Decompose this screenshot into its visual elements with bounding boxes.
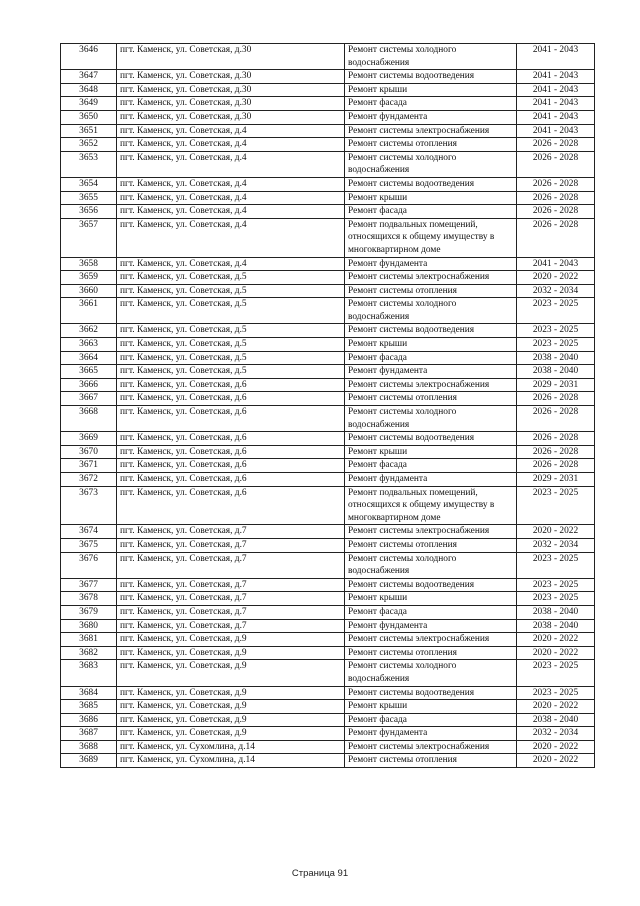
address-cell: пгт. Каменск, ул. Советская, д.4 [117, 151, 345, 177]
row-number: 3651 [61, 124, 117, 138]
table-row [61, 70, 595, 84]
table-row [61, 459, 595, 473]
address-cell: пгт. Каменск, ул. Сухомлина, д.14 [117, 740, 345, 754]
row-number: 3655 [61, 191, 117, 205]
period-cell: 2023 - 2025 [517, 660, 595, 686]
table-row [61, 257, 595, 271]
page-number: Страница 91 [291, 868, 349, 879]
table-row [61, 218, 595, 257]
period-cell: 2026 - 2028 [517, 191, 595, 205]
row-number: 3659 [61, 271, 117, 285]
table-row [61, 660, 595, 686]
table-row [61, 97, 595, 111]
table-row [61, 740, 595, 754]
table-row [61, 138, 595, 152]
row-number: 3646 [61, 44, 117, 70]
row-number: 3676 [61, 552, 117, 578]
period-cell: 2041 - 2043 [517, 70, 595, 84]
address-cell: пгт. Каменск, ул. Советская, д.30 [117, 110, 345, 124]
period-cell: 2041 - 2043 [517, 257, 595, 271]
table-row [61, 44, 595, 70]
work-type-cell: Ремонт системы электроснабжения [345, 633, 517, 647]
address-cell: пгт. Каменск, ул. Советская, д.5 [117, 324, 345, 338]
address-cell: пгт. Каменск, ул. Советская, д.7 [117, 525, 345, 539]
address-cell: пгт. Каменск, ул. Советская, д.30 [117, 44, 345, 70]
row-number: 3668 [61, 406, 117, 432]
address-cell: пгт. Каменск, ул. Советская, д.4 [117, 124, 345, 138]
row-number: 3656 [61, 205, 117, 219]
address-cell: пгт. Каменск, ул. Советская, д.5 [117, 338, 345, 352]
table-row [61, 605, 595, 619]
table-row [61, 432, 595, 446]
period-cell: 2032 - 2034 [517, 727, 595, 741]
address-cell: пгт. Каменск, ул. Советская, д.6 [117, 486, 345, 525]
table-row [61, 552, 595, 578]
work-type-cell: Ремонт фасада [345, 97, 517, 111]
period-cell: 2026 - 2028 [517, 459, 595, 473]
address-cell: пгт. Каменск, ул. Советская, д.9 [117, 660, 345, 686]
address-cell: пгт. Каменск, ул. Советская, д.9 [117, 633, 345, 647]
period-cell: 2023 - 2025 [517, 298, 595, 324]
work-type-cell: Ремонт системы холодного водоснабжения [345, 151, 517, 177]
row-number: 3673 [61, 486, 117, 525]
table-row [61, 578, 595, 592]
work-type-cell: Ремонт системы отопления [345, 646, 517, 660]
period-cell: 2026 - 2028 [517, 177, 595, 191]
period-cell: 2026 - 2028 [517, 205, 595, 219]
address-cell: пгт. Каменск, ул. Советская, д.6 [117, 459, 345, 473]
table-row [61, 151, 595, 177]
work-type-cell: Ремонт фасада [345, 351, 517, 365]
row-number: 3653 [61, 151, 117, 177]
address-cell: пгт. Каменск, ул. Советская, д.4 [117, 257, 345, 271]
work-type-cell: Ремонт крыши [345, 445, 517, 459]
period-cell: 2023 - 2025 [517, 552, 595, 578]
row-number: 3652 [61, 138, 117, 152]
address-cell: пгт. Каменск, ул. Советская, д.5 [117, 365, 345, 379]
period-cell: 2029 - 2031 [517, 378, 595, 392]
table-row [61, 445, 595, 459]
period-cell: 2029 - 2031 [517, 473, 595, 487]
row-number: 3664 [61, 351, 117, 365]
row-number: 3654 [61, 177, 117, 191]
period-cell: 2026 - 2028 [517, 406, 595, 432]
period-cell: 2038 - 2040 [517, 713, 595, 727]
address-cell: пгт. Каменск, ул. Советская, д.6 [117, 473, 345, 487]
address-cell: пгт. Каменск, ул. Сухомлина, д.14 [117, 754, 345, 768]
work-type-cell: Ремонт крыши [345, 700, 517, 714]
work-type-cell: Ремонт фасада [345, 605, 517, 619]
address-cell: пгт. Каменск, ул. Советская, д.6 [117, 378, 345, 392]
period-cell: 2041 - 2043 [517, 110, 595, 124]
work-type-cell: Ремонт системы отопления [345, 284, 517, 298]
row-number: 3669 [61, 432, 117, 446]
work-type-cell: Ремонт системы электроснабжения [345, 271, 517, 285]
period-cell: 2020 - 2022 [517, 700, 595, 714]
table-row [61, 124, 595, 138]
period-cell: 2041 - 2043 [517, 83, 595, 97]
row-number: 3684 [61, 686, 117, 700]
period-cell: 2032 - 2034 [517, 284, 595, 298]
table-row [61, 727, 595, 741]
address-cell: пгт. Каменск, ул. Советская, д.4 [117, 177, 345, 191]
work-type-cell: Ремонт крыши [345, 338, 517, 352]
address-cell: пгт. Каменск, ул. Советская, д.5 [117, 351, 345, 365]
row-number: 3688 [61, 740, 117, 754]
work-type-cell: Ремонт системы водоотведения [345, 324, 517, 338]
period-cell: 2020 - 2022 [517, 271, 595, 285]
address-cell: пгт. Каменск, ул. Советская, д.30 [117, 83, 345, 97]
address-cell: пгт. Каменск, ул. Советская, д.5 [117, 271, 345, 285]
period-cell: 2023 - 2025 [517, 338, 595, 352]
work-type-cell: Ремонт фундамента [345, 365, 517, 379]
work-type-cell: Ремонт фундамента [345, 473, 517, 487]
address-cell: пгт. Каменск, ул. Советская, д.30 [117, 97, 345, 111]
period-cell: 2032 - 2034 [517, 538, 595, 552]
row-number: 3680 [61, 619, 117, 633]
address-cell: пгт. Каменск, ул. Советская, д.7 [117, 592, 345, 606]
work-type-cell: Ремонт фундамента [345, 110, 517, 124]
address-cell: пгт. Каменск, ул. Советская, д.9 [117, 713, 345, 727]
work-type-cell: Ремонт фасада [345, 459, 517, 473]
period-cell: 2038 - 2040 [517, 605, 595, 619]
work-type-cell: Ремонт подвальных помещений, относящихся к общему имуществу в многоквартирном доме [345, 218, 517, 257]
period-cell: 2038 - 2040 [517, 365, 595, 379]
row-number: 3649 [61, 97, 117, 111]
work-type-cell: Ремонт системы холодного водоснабжения [345, 44, 517, 70]
row-number: 3681 [61, 633, 117, 647]
row-number: 3667 [61, 392, 117, 406]
table-row [61, 486, 595, 525]
address-cell: пгт. Каменск, ул. Советская, д.9 [117, 646, 345, 660]
row-number: 3657 [61, 218, 117, 257]
work-type-cell: Ремонт системы водоотведения [345, 177, 517, 191]
table-row [61, 351, 595, 365]
work-type-cell: Ремонт системы электроснабжения [345, 525, 517, 539]
row-number: 3647 [61, 70, 117, 84]
work-type-cell: Ремонт системы холодного водоснабжения [345, 406, 517, 432]
work-type-cell: Ремонт фундамента [345, 727, 517, 741]
period-cell: 2023 - 2025 [517, 578, 595, 592]
address-cell: пгт. Каменск, ул. Советская, д.7 [117, 552, 345, 578]
period-cell: 2020 - 2022 [517, 633, 595, 647]
period-cell: 2020 - 2022 [517, 740, 595, 754]
period-cell: 2023 - 2025 [517, 486, 595, 525]
table-row [61, 646, 595, 660]
period-cell: 2041 - 2043 [517, 44, 595, 70]
table-row [61, 298, 595, 324]
row-number: 3679 [61, 605, 117, 619]
table-row [61, 284, 595, 298]
address-cell: пгт. Каменск, ул. Советская, д.9 [117, 727, 345, 741]
table-row [61, 365, 595, 379]
address-cell: пгт. Каменск, ул. Советская, д.7 [117, 538, 345, 552]
work-type-cell: Ремонт фундамента [345, 257, 517, 271]
row-number: 3662 [61, 324, 117, 338]
table-row [61, 473, 595, 487]
address-cell: пгт. Каменск, ул. Советская, д.7 [117, 605, 345, 619]
row-number: 3672 [61, 473, 117, 487]
work-type-cell: Ремонт системы водоотведения [345, 578, 517, 592]
period-cell: 2020 - 2022 [517, 525, 595, 539]
row-number: 3658 [61, 257, 117, 271]
table-row [61, 110, 595, 124]
address-cell: пгт. Каменск, ул. Советская, д.9 [117, 700, 345, 714]
work-type-cell: Ремонт системы холодного водоснабжения [345, 660, 517, 686]
work-type-cell: Ремонт системы водоотведения [345, 432, 517, 446]
period-cell: 2041 - 2043 [517, 124, 595, 138]
table-row [61, 713, 595, 727]
period-cell: 2038 - 2040 [517, 351, 595, 365]
table-row [61, 83, 595, 97]
table-row [61, 538, 595, 552]
row-number: 3682 [61, 646, 117, 660]
period-cell: 2023 - 2025 [517, 592, 595, 606]
row-number: 3687 [61, 727, 117, 741]
address-cell: пгт. Каменск, ул. Советская, д.5 [117, 298, 345, 324]
row-number: 3665 [61, 365, 117, 379]
row-number: 3685 [61, 700, 117, 714]
table-row [61, 754, 595, 768]
work-type-cell: Ремонт фасада [345, 713, 517, 727]
address-cell: пгт. Каменск, ул. Советская, д.6 [117, 406, 345, 432]
table-row [61, 191, 595, 205]
address-cell: пгт. Каменск, ул. Советская, д.5 [117, 284, 345, 298]
table-row [61, 525, 595, 539]
work-type-cell: Ремонт системы отопления [345, 538, 517, 552]
table-row [61, 392, 595, 406]
work-type-cell: Ремонт системы отопления [345, 392, 517, 406]
period-cell: 2026 - 2028 [517, 151, 595, 177]
table-row [61, 338, 595, 352]
row-number: 3670 [61, 445, 117, 459]
row-number: 3686 [61, 713, 117, 727]
row-number: 3677 [61, 578, 117, 592]
row-number: 3678 [61, 592, 117, 606]
row-number: 3666 [61, 378, 117, 392]
address-cell: пгт. Каменск, ул. Советская, д.30 [117, 70, 345, 84]
work-type-cell: Ремонт крыши [345, 191, 517, 205]
work-type-cell: Ремонт системы отопления [345, 754, 517, 768]
period-cell: 2023 - 2025 [517, 324, 595, 338]
row-number: 3689 [61, 754, 117, 768]
work-type-cell: Ремонт системы электроснабжения [345, 378, 517, 392]
table-row [61, 271, 595, 285]
row-number: 3675 [61, 538, 117, 552]
address-cell: пгт. Каменск, ул. Советская, д.6 [117, 445, 345, 459]
work-type-cell: Ремонт фундамента [345, 619, 517, 633]
table-row [61, 592, 595, 606]
period-cell: 2026 - 2028 [517, 432, 595, 446]
period-cell: 2026 - 2028 [517, 218, 595, 257]
work-type-cell: Ремонт крыши [345, 83, 517, 97]
row-number: 3648 [61, 83, 117, 97]
address-cell: пгт. Каменск, ул. Советская, д.7 [117, 578, 345, 592]
row-number: 3660 [61, 284, 117, 298]
work-type-cell: Ремонт системы водоотведения [345, 686, 517, 700]
address-cell: пгт. Каменск, ул. Советская, д.4 [117, 191, 345, 205]
address-cell: пгт. Каменск, ул. Советская, д.6 [117, 432, 345, 446]
table-body [61, 44, 595, 768]
row-number: 3683 [61, 660, 117, 686]
period-cell: 2026 - 2028 [517, 445, 595, 459]
address-cell: пгт. Каменск, ул. Советская, д.6 [117, 392, 345, 406]
period-cell: 2026 - 2028 [517, 138, 595, 152]
table-row [61, 324, 595, 338]
repair-schedule-table [60, 43, 595, 768]
table-row [61, 700, 595, 714]
row-number: 3663 [61, 338, 117, 352]
period-cell: 2026 - 2028 [517, 392, 595, 406]
work-type-cell: Ремонт фасада [345, 205, 517, 219]
work-type-cell: Ремонт крыши [345, 592, 517, 606]
period-cell: 2020 - 2022 [517, 754, 595, 768]
table-row [61, 205, 595, 219]
work-type-cell: Ремонт системы холодного водоснабжения [345, 552, 517, 578]
period-cell: 2020 - 2022 [517, 646, 595, 660]
row-number: 3671 [61, 459, 117, 473]
period-cell: 2041 - 2043 [517, 97, 595, 111]
table-row [61, 633, 595, 647]
period-cell: 2038 - 2040 [517, 619, 595, 633]
address-cell: пгт. Каменск, ул. Советская, д.4 [117, 205, 345, 219]
work-type-cell: Ремонт системы водоотведения [345, 70, 517, 84]
work-type-cell: Ремонт подвальных помещений, относящихся к общему имуществу в многоквартирном доме [345, 486, 517, 525]
address-cell: пгт. Каменск, ул. Советская, д.9 [117, 686, 345, 700]
row-number: 3661 [61, 298, 117, 324]
table-row [61, 686, 595, 700]
table-row [61, 177, 595, 191]
work-type-cell: Ремонт системы отопления [345, 138, 517, 152]
row-number: 3674 [61, 525, 117, 539]
address-cell: пгт. Каменск, ул. Советская, д.4 [117, 218, 345, 257]
table-row [61, 406, 595, 432]
period-cell: 2023 - 2025 [517, 686, 595, 700]
table-row [61, 378, 595, 392]
work-type-cell: Ремонт системы холодного водоснабжения [345, 298, 517, 324]
table-row [61, 619, 595, 633]
address-cell: пгт. Каменск, ул. Советская, д.7 [117, 619, 345, 633]
address-cell: пгт. Каменск, ул. Советская, д.4 [117, 138, 345, 152]
work-type-cell: Ремонт системы электроснабжения [345, 124, 517, 138]
work-type-cell: Ремонт системы электроснабжения [345, 740, 517, 754]
row-number: 3650 [61, 110, 117, 124]
